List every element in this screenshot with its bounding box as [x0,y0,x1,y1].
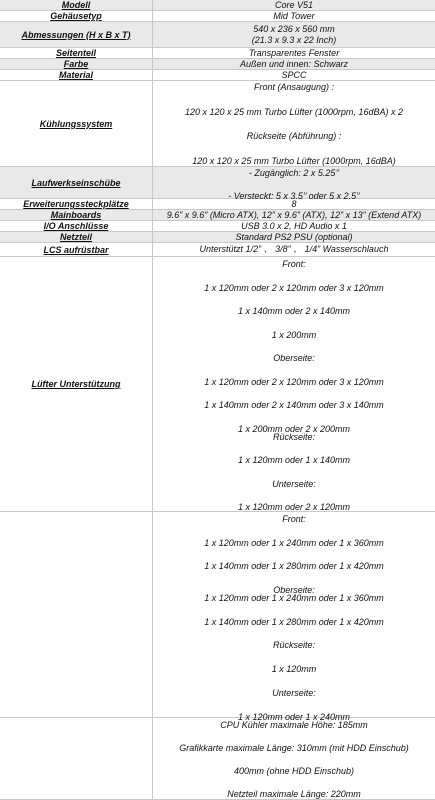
spec-value [153,0,435,10]
spec-value [153,232,435,242]
spec-row [0,22,435,48]
spec-label: Kühlungssystem [39,118,113,129]
spec-value-line: 1 x 120mm oder 1 x 240mm oder 1 x 360mm [204,537,384,548]
spec-value-line: USB 3.0 x 2, HD Audio x 1 [241,220,347,231]
spec-value-line: Standard PS2 PSU (optional) [235,231,353,242]
spec-value [153,243,435,256]
spec-label [0,512,152,717]
spec-value-line: 1 x 120mm oder 2 x 120mm oder 3 x 120mm [204,376,384,387]
spec-value [153,210,435,220]
spec-value-line: 8 [291,198,297,209]
spec-value [153,22,435,47]
spec-row [0,70,435,81]
spec-value [153,167,435,201]
spec-value [153,48,435,58]
spec-row [0,718,435,800]
spec-value-line: - Versteckt: 5 x 3.5’’ oder 5 x 2.5’’ [228,190,360,201]
spec-value-line: Unterstützt 1/2” 、 3/8” 、 1/4” Wasserschlauch [199,244,389,254]
spec-value-line: (21.3 x 9.3 x 22 Inch) [251,35,337,45]
spec-value-line: Core V51 [274,0,314,10]
spec-value-line: Netzteil maximale Länge: 220mm [227,789,361,800]
spec-value-line: Front: [282,514,306,524]
spec-row [0,210,435,221]
spec-value-line: Unterseite: [272,687,316,698]
spec-value [153,512,435,722]
spec-row [0,512,435,722]
spec-value-line: Oberseite: [273,585,315,596]
spec-value-line: Transparentes Fenster [248,47,340,58]
spec-value [153,81,435,166]
spec-label: Lüfter Unterstützung [31,379,121,389]
spec-value-line: 1 x 120mm [271,664,317,675]
spec-value-line: 1 x 140mm oder 2 x 140mm [237,306,351,317]
spec-row [0,221,435,232]
spec-row [0,59,435,70]
spec-label: Gehäusetyp [50,11,102,21]
spec-value [153,221,435,231]
spec-row [0,199,435,210]
spec-label: I/O Anschlüsse [43,221,109,231]
spec-value-line: 540 x 236 x 560 mm [253,24,335,34]
spec-value-line: 1 x 140mm oder 1 x 280mm oder 1 x 420mm [204,561,384,572]
spec-row [0,232,435,243]
spec-value [153,718,435,799]
spec-value-line: 120 x 120 x 25 mm Turbo Lüfter (1000rpm, 16dBA) [192,155,396,166]
spec-value-line: Unterseite: [272,478,316,489]
spec-label: Netzteil [59,232,92,242]
spec-value-line: SPCC [281,69,307,80]
spec-value-line: Rückseite: [272,431,316,442]
spec-value-line: 1 x 200mm [271,329,317,340]
spec-value-line: Rückseite (Abführung) : [246,131,342,142]
spec-label: Material [58,70,93,80]
spec-value [153,11,435,21]
spec-label [0,718,152,799]
spec-value [153,199,435,209]
spec-value-line: Front (Ansaugung) : [253,82,335,92]
spec-value-line: 1 x 140mm oder 1 x 280mm oder 1 x 420mm [204,616,384,627]
spec-value-line: 1 x 120mm oder 2 x 120mm oder 3 x 120mm [204,282,384,293]
spec-row [0,81,435,167]
spec-value-line: 9.6” x 9.6” (Micro ATX), 12” x 9.6” (ATX), 12” x 13” (Extend ATX) [166,209,422,220]
spec-label: Abmessungen (H x B x T) [21,29,131,40]
spec-row [0,0,435,11]
spec-label: LCS aufrüstbar [43,244,109,255]
spec-value-line: 1 x 200mm oder 2 x 200mm [237,423,351,434]
spec-row [0,11,435,22]
spec-value-line: Oberseite: [273,353,315,364]
spec-value-line: 1 x 120mm oder 1 x 240mm oder 1 x 360mm [204,593,384,603]
spec-value-line: 1 x 120mm oder 1 x 240mm [237,711,351,722]
spec-value-line: Rückseite: [272,640,316,651]
spec-row [0,48,435,59]
spec-label: Laufwerkseinschübe [31,177,121,188]
spec-row [0,243,435,257]
spec-value-line: Außen und innen: Schwarz [239,58,349,69]
spec-label: Modell [61,0,91,10]
spec-value-line: 120 x 120 x 25 mm Turbo Lüfter (1000rpm, 16dBA) x 2 [185,106,403,117]
spec-value-line: 1 x 120mm oder 2 x 120mm [237,502,351,513]
spec-row [0,257,435,512]
spec-value-line: Mid Tower [273,10,315,21]
spec-value-line: CPU Kühler maximale Höhe: 185mm [220,720,368,730]
spec-label: Farbe [63,59,89,69]
spec-label: Erweiterungssteckplätze [23,199,129,209]
spec-value-line: - Zugänglich: 2 x 5.25’’ [248,168,340,178]
spec-value-line: 1 x 140mm oder 2 x 140mm oder 3 x 140mm [204,400,384,411]
spec-value [153,59,435,69]
spec-label: Seitenteil [55,48,96,58]
spec-value-line: 1 x 120mm oder 1 x 140mm [237,455,351,466]
spec-value-line: Front: [282,259,306,269]
spec-value-line: 400mm (ohne HDD Einschub) [233,766,355,777]
spec-value-line: Grafikkarte maximale Länge: 310mm (mit HDD Einschub) [179,743,409,754]
spec-row [0,167,435,199]
spec-label: Mainboards [50,210,102,220]
spec-value [153,257,435,511]
spec-value [153,70,435,80]
